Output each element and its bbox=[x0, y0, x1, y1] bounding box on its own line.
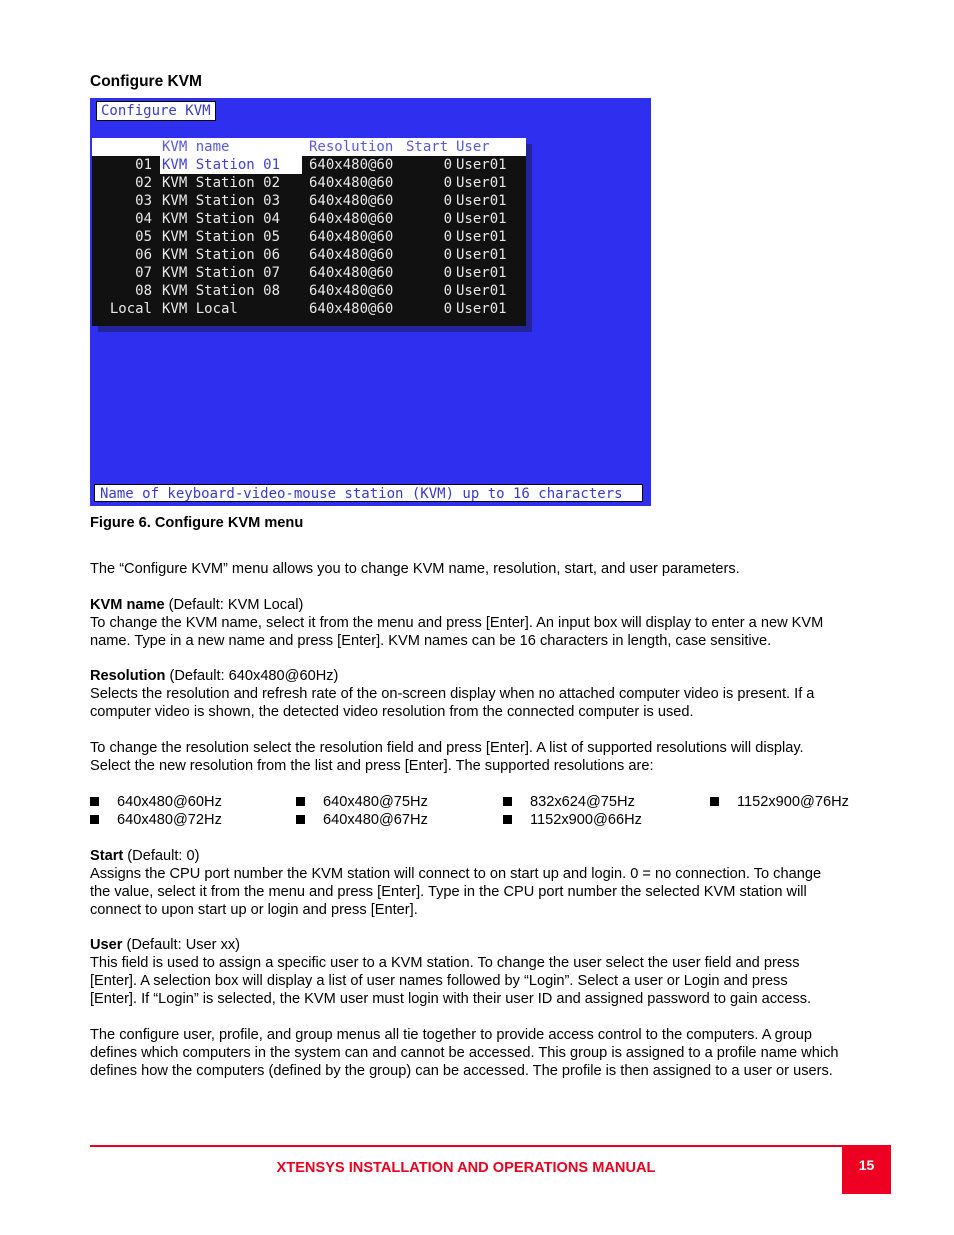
user-cell[interactable]: User01 bbox=[456, 175, 507, 191]
resolution-option: 832x624@75Hz bbox=[530, 794, 635, 810]
footer-rule bbox=[90, 1145, 891, 1147]
resolution-section bbox=[90, 667, 890, 721]
resolution-cell[interactable]: 640x480@60 bbox=[309, 229, 394, 245]
start-cell[interactable]: 0 bbox=[443, 283, 452, 299]
user-cell[interactable]: User01 bbox=[456, 247, 507, 263]
row-number: 05 bbox=[135, 229, 152, 245]
kvm-name-cell[interactable]: KVM Station 02 bbox=[162, 175, 281, 191]
bullet-icon bbox=[503, 815, 512, 824]
kvm-name-cell[interactable]: KVM Station 04 bbox=[162, 211, 281, 227]
section-title: Configure KVM bbox=[90, 73, 202, 90]
user-cell[interactable]: User01 bbox=[456, 265, 507, 281]
closing-line-3: defines how the computers (defined by the group) can be accessed. The profile is then assigned to a user or users. bbox=[90, 1063, 833, 1079]
resolution-heading: Resolution bbox=[90, 668, 166, 684]
row-number: 06 bbox=[135, 247, 152, 263]
resolution-body-3: To change the resolution select the resolution field and press [Enter]. A list of supported resolutions will display. bbox=[90, 740, 804, 756]
user-default: (Default: User xx) bbox=[122, 937, 241, 953]
column-kvm-name: KVM name bbox=[162, 139, 230, 155]
row-number: 07 bbox=[135, 265, 152, 281]
table-row[interactable] bbox=[92, 210, 526, 228]
list-item bbox=[296, 811, 428, 829]
kvm-name-cell[interactable]: KVM Local bbox=[162, 301, 238, 317]
user-cell[interactable]: User01 bbox=[456, 157, 507, 173]
bullet-icon bbox=[503, 797, 512, 806]
osd-status-bar: Name of keyboard-video-mouse station (KVM) up to 16 characters bbox=[94, 484, 643, 502]
kvm-name-cell[interactable]: KVM Station 08 bbox=[162, 283, 281, 299]
page-number: 15 bbox=[842, 1145, 891, 1194]
kvm-name-cell[interactable]: KVM Station 07 bbox=[162, 265, 281, 281]
start-cell[interactable]: 0 bbox=[443, 301, 452, 317]
start-cell[interactable]: 0 bbox=[443, 157, 452, 173]
column-user: User bbox=[456, 139, 490, 155]
user-body-2: [Enter]. A selection box will display a list of user names followed by “Login”. Select a user or Login and press bbox=[90, 973, 788, 989]
kvm-name-body-2: name. Type in a new name and press [Enter]. KVM names can be 16 characters in length, case sensitive. bbox=[90, 633, 772, 649]
row-number: 01 bbox=[135, 157, 152, 173]
closing-line-1: The configure user, profile, and group menus all tie together to provide access control to the computers. A group bbox=[90, 1027, 812, 1043]
kvm-name-cell[interactable]: KVM Station 06 bbox=[162, 247, 281, 263]
kvm-name-body-1: To change the KVM name, select it from the menu and press [Enter]. An input box will display to enter a new KVM bbox=[90, 615, 824, 631]
kvm-name-cell[interactable]: KVM Station 03 bbox=[162, 193, 281, 209]
start-body-3: connect to upon start up or login and press [Enter]. bbox=[90, 902, 418, 918]
resolution-cell[interactable]: 640x480@60 bbox=[309, 193, 394, 209]
resolution-change-paragraph bbox=[90, 739, 890, 775]
osd-screenshot bbox=[90, 98, 651, 506]
start-body-2: the value, select it from the menu and press [Enter]. Type in the CPU port number the selected KVM station will bbox=[90, 884, 807, 900]
resolution-cell[interactable]: 640x480@60 bbox=[309, 211, 394, 227]
resolution-cell[interactable]: 640x480@60 bbox=[309, 301, 394, 317]
start-cell[interactable]: 0 bbox=[443, 211, 452, 227]
list-item bbox=[90, 793, 222, 811]
user-cell[interactable]: User01 bbox=[456, 229, 507, 245]
osd-menu-title: Configure KVM bbox=[96, 101, 216, 121]
footer-title: XTENSYS INSTALLATION AND OPERATIONS MANUAL bbox=[276, 1160, 656, 1176]
table-row[interactable] bbox=[92, 156, 526, 174]
start-heading: Start bbox=[90, 848, 124, 864]
user-heading: User bbox=[90, 937, 123, 953]
resolution-body-4: Select the new resolution from the list and press [Enter]. The supported resolutions are: bbox=[90, 758, 654, 774]
user-cell[interactable]: User01 bbox=[456, 193, 507, 209]
kvm-name-default: (Default: KVM Local) bbox=[164, 597, 304, 613]
list-item bbox=[710, 793, 849, 811]
column-resolution: Resolution bbox=[309, 139, 394, 155]
start-cell[interactable]: 0 bbox=[443, 229, 452, 245]
row-number: 02 bbox=[135, 175, 152, 191]
start-cell[interactable]: 0 bbox=[443, 193, 452, 209]
resolution-cell[interactable]: 640x480@60 bbox=[309, 265, 394, 281]
intro-paragraph: The “Configure KVM” menu allows you to change KVM name, resolution, start, and user parameters. bbox=[90, 561, 740, 577]
user-body-1: This field is used to assign a specific user to a KVM station. To change the user select the user field and press bbox=[90, 955, 800, 971]
list-item bbox=[90, 811, 222, 829]
user-section bbox=[90, 936, 890, 1008]
start-default: (Default: 0) bbox=[123, 848, 200, 864]
list-item bbox=[503, 811, 642, 829]
table-row[interactable] bbox=[92, 192, 526, 210]
start-cell[interactable]: 0 bbox=[443, 175, 452, 191]
kvm-name-cell-selected[interactable]: KVM Station 01 bbox=[160, 156, 302, 174]
resolution-option: 1152x900@66Hz bbox=[530, 812, 642, 828]
resolution-cell[interactable]: 640x480@60 bbox=[309, 283, 394, 299]
resolution-option: 640x480@75Hz bbox=[323, 794, 428, 810]
start-cell[interactable]: 0 bbox=[443, 265, 452, 281]
resolution-cell[interactable]: 640x480@60 bbox=[309, 157, 394, 173]
table-row[interactable] bbox=[92, 282, 526, 300]
user-cell[interactable]: User01 bbox=[456, 211, 507, 227]
resolution-body-2: computer video is shown, the detected video resolution from the connected computer is used. bbox=[90, 704, 694, 720]
table-row[interactable] bbox=[92, 246, 526, 264]
resolution-body-1: Selects the resolution and refresh rate of the on-screen display when no attached computer video is present. If a bbox=[90, 686, 815, 702]
table-row[interactable] bbox=[92, 174, 526, 192]
table-row[interactable] bbox=[92, 264, 526, 282]
list-item bbox=[296, 793, 428, 811]
bullet-icon bbox=[710, 797, 719, 806]
user-body-3: [Enter]. If “Login” is selected, the KVM user must login with their user ID and assigned password to gain access. bbox=[90, 991, 812, 1007]
figure-caption: Figure 6. Configure KVM menu bbox=[90, 515, 304, 531]
bullet-icon bbox=[296, 815, 305, 824]
resolution-default: (Default: 640x480@60Hz) bbox=[165, 668, 339, 684]
resolution-option: 640x480@60Hz bbox=[117, 794, 222, 810]
start-cell[interactable]: 0 bbox=[443, 247, 452, 263]
list-item bbox=[503, 793, 635, 811]
resolution-option: 640x480@67Hz bbox=[323, 812, 428, 828]
kvm-table bbox=[92, 138, 526, 326]
row-number: Local bbox=[109, 301, 152, 317]
table-row[interactable] bbox=[92, 228, 526, 246]
user-cell[interactable]: User01 bbox=[456, 301, 507, 317]
bullet-icon bbox=[90, 815, 99, 824]
table-row[interactable] bbox=[92, 300, 526, 318]
kvm-table-header bbox=[92, 138, 526, 156]
resolution-cell[interactable]: 640x480@60 bbox=[309, 247, 394, 263]
row-number: 03 bbox=[135, 193, 152, 209]
user-cell[interactable]: User01 bbox=[456, 283, 507, 299]
resolution-option: 1152x900@76Hz bbox=[737, 794, 849, 810]
row-number: 04 bbox=[135, 211, 152, 227]
resolution-cell[interactable]: 640x480@60 bbox=[309, 175, 394, 191]
row-number: 08 bbox=[135, 283, 152, 299]
bullet-icon bbox=[90, 797, 99, 806]
start-section bbox=[90, 847, 890, 919]
resolution-option: 640x480@72Hz bbox=[117, 812, 222, 828]
bullet-icon bbox=[296, 797, 305, 806]
closing-line-2: defines which computers in the system can and cannot be accessed. This group is assigned to a profile name which bbox=[90, 1045, 839, 1061]
column-start: Start bbox=[406, 139, 449, 155]
kvm-name-cell[interactable]: KVM Station 05 bbox=[162, 229, 281, 245]
kvm-name-heading: KVM name bbox=[90, 597, 165, 613]
closing-paragraph bbox=[90, 1026, 890, 1080]
kvm-name-section bbox=[90, 596, 890, 650]
start-body-1: Assigns the CPU port number the KVM station will connect to on start up and login. 0 = no connection. To change bbox=[90, 866, 822, 882]
